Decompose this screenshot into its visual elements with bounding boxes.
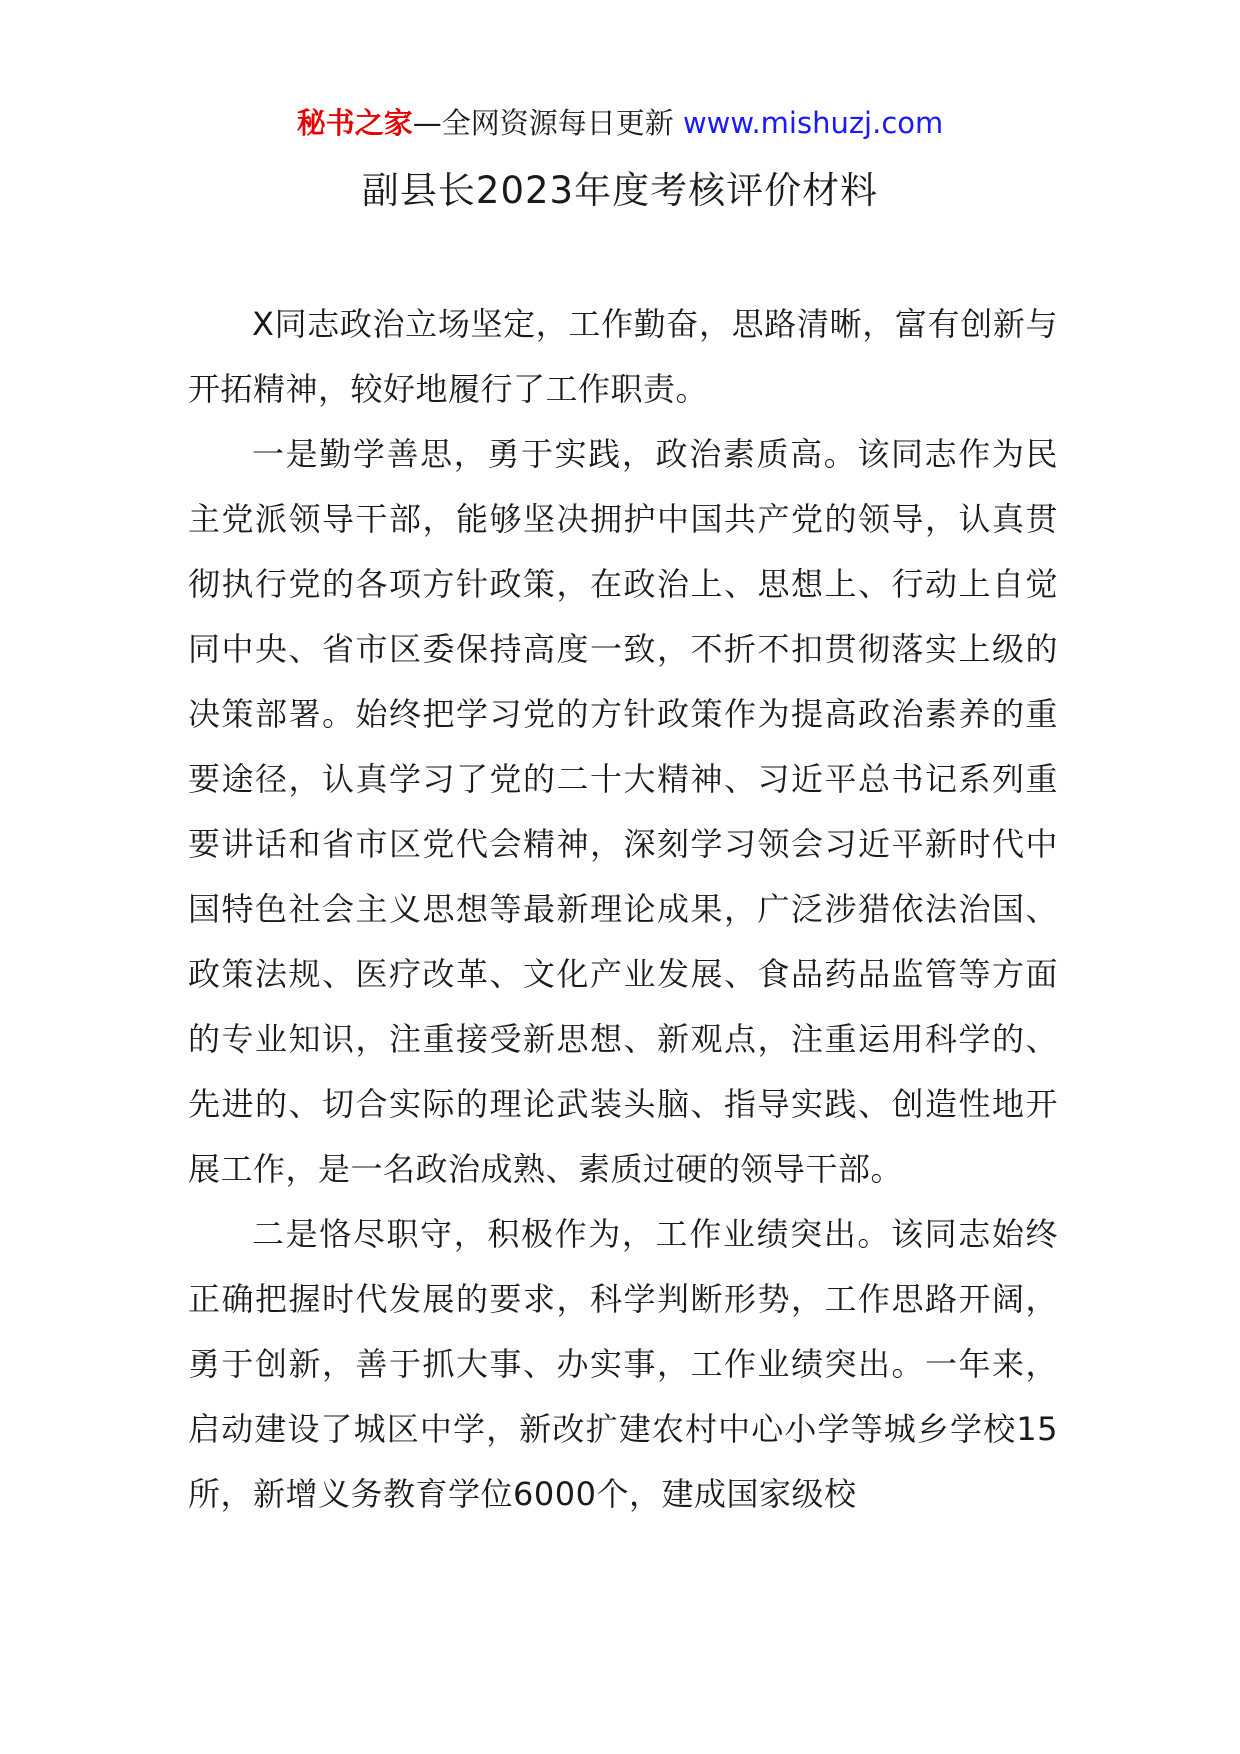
paragraph-work-performance: 二是恪尽职守，积极作为，工作业绩突出。该同志始终正确把握时代发展的要求，科学判断形势，工作思路开阔，勇于创新，善于抓大事、办实事，工作业绩突出。一年来，启动建设了城区中学，新改扩建农村中心小学等城乡学校15所，新增义务教育学位6000个，建成国家级校 <box>188 1215 1058 1513</box>
site-tagline: —全网资源每日更新 <box>412 106 674 140</box>
site-header <box>0 100 1240 146</box>
document-body <box>188 292 1058 1527</box>
paragraph-intro: X同志政治立场坚定，工作勤奋，思路清晰，富有创新与开拓精神，较好地履行了工作职责。 <box>188 305 1058 408</box>
paragraph-political-quality: 一是勤学善思，勇于实践，政治素质高。该同志作为民主党派领导干部，能够坚决拥护中国共产党的领导，认真贯彻执行党的各项方针政策，在政治上、思想上、行动上自觉同中央、省市区委保持高度一致，不折不扣贯彻落实上级的决策部署。始终把学习党的方针政策作为提高政治素养的重要途径，认真学习了党的二十大精神、习近平总书记系列重要讲话和省市区党代会精神，深刻学习领会习近平新时代中国特色社会主义思想等最新理论成果，广泛涉猎依法治国、政策法规、医疗改革、文化产业发展、食品药品监管等方面的专业知识，注重接受新思想、新观点，注重运用科学的、先进的、切合实际的理论武装头脑、指导实践、创造性地开展工作，是一名政治成熟、素质过硬的领导干部。 <box>188 435 1058 1188</box>
site-brand: 秘书之家 <box>296 106 413 140</box>
document-title: 副县长2023年度考核评价材料 <box>361 169 879 212</box>
site-url-link[interactable]: www.mishuzj.com <box>682 106 944 140</box>
